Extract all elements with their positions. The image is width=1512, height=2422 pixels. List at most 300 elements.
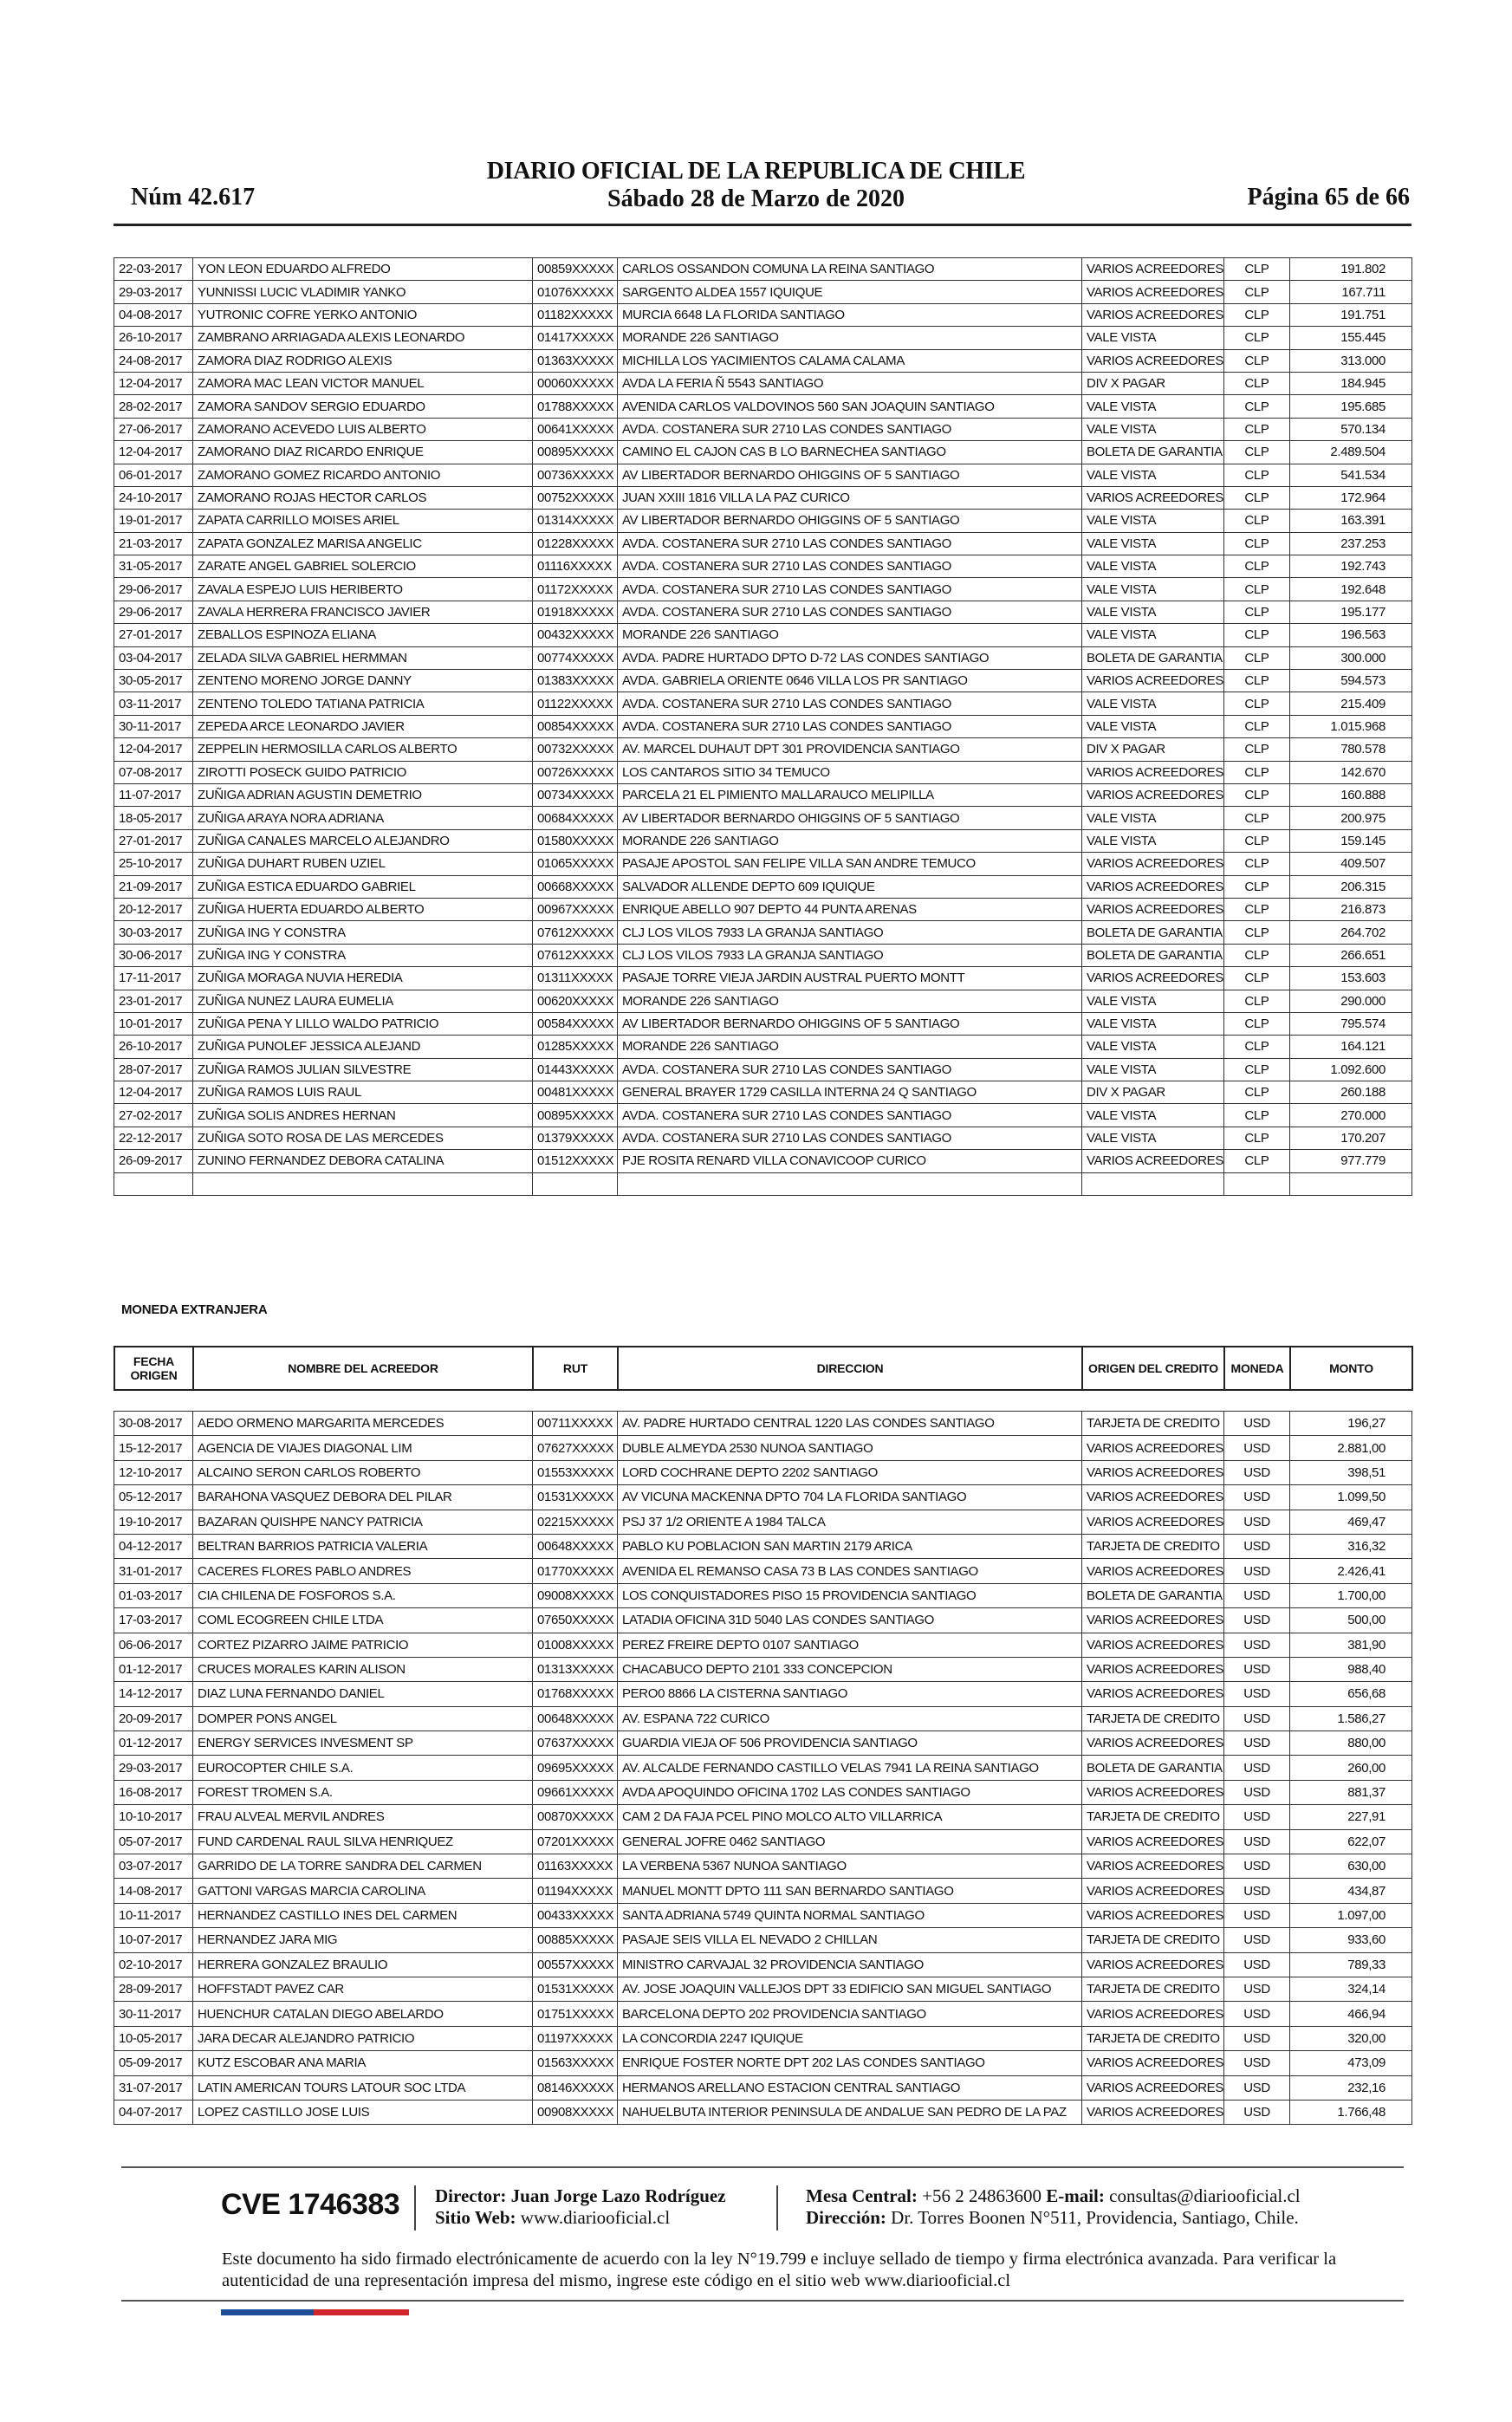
cell-address: AVDA. COSTANERA SUR 2710 LAS CONDES SANTIAGO — [618, 555, 1082, 578]
cell-amount: 500,00 — [1290, 1608, 1412, 1633]
table-row — [114, 944, 1412, 966]
cell-date: 30-05-2017 — [114, 670, 193, 692]
cell-address: PJE ROSITA RENARD VILLA CONAVICOOP CURICO — [618, 1150, 1082, 1172]
cell-date: 03-11-2017 — [114, 692, 193, 715]
clp-creditors-table — [114, 257, 1412, 1196]
cell-address: AVENIDA CARLOS VALDOVINOS 560 SAN JOAQUIN SANTIAGO — [618, 395, 1082, 418]
cell-currency: CLP — [1224, 807, 1290, 829]
cell-address: GUARDIA VIEJA OF 506 PROVIDENCIA SANTIAGO — [618, 1731, 1082, 1756]
cell-creditor-name: ZUÑIGA PUNOLEF JESSICA ALEJAND — [193, 1036, 533, 1058]
cell-address: AVDA. COSTANERA SUR 2710 LAS CONDES SANTIAGO — [618, 715, 1082, 737]
cell-creditor-name: HERNANDEZ CASTILLO INES DEL CARMEN — [193, 1903, 533, 1927]
table-row — [114, 395, 1412, 418]
cell-credit-origin: VARIOS ACREEDORES — [1082, 1559, 1224, 1583]
cell-amount: 160.888 — [1290, 783, 1412, 806]
cell-rut: 01768XXXXX — [533, 1682, 618, 1706]
cell-credit-origin: VARIOS ACREEDORES — [1082, 1510, 1224, 1534]
cell-rut: 01065XXXXX — [533, 853, 618, 875]
usd-creditors-table — [114, 1411, 1412, 2125]
cell-creditor-name: ZUÑIGA MORAGA NUVIA HEREDIA — [193, 967, 533, 990]
cell-credit-origin: VARIOS ACREEDORES — [1082, 1657, 1224, 1681]
cell-creditor-name: CORTEZ PIZARRO JAIME PATRICIO — [193, 1633, 533, 1657]
cell-date: 29-03-2017 — [114, 1756, 193, 1780]
cell-credit-origin: VARIOS ACREEDORES — [1082, 1150, 1224, 1172]
cell-currency: CLP — [1224, 761, 1290, 783]
cell-rut: 01076XXXXX — [533, 281, 618, 303]
cell-creditor-name: ZENTENO MORENO JORGE DANNY — [193, 670, 533, 692]
table-row — [114, 646, 1412, 669]
cell-date: 05-12-2017 — [114, 1485, 193, 1510]
cell-amount: 159.145 — [1290, 829, 1412, 852]
cell-rut: 07201XXXXX — [533, 1829, 618, 1854]
cell-address: PSJ 37 1/2 ORIENTE A 1984 TALCA — [618, 1510, 1082, 1534]
cell-address: PERO0 8866 LA CISTERNA SANTIAGO — [618, 1682, 1082, 1706]
cell-amount: 780.578 — [1290, 738, 1412, 761]
phone-label: Mesa Central: — [806, 2185, 918, 2206]
cell-amount: 260,00 — [1290, 1756, 1412, 1780]
cell-credit-origin: DIV X PAGAR — [1082, 1081, 1224, 1104]
cell-rut: 07612XXXXX — [533, 921, 618, 944]
cell-currency: USD — [1224, 1608, 1290, 1633]
cell-credit-origin: VARIOS ACREEDORES — [1082, 2075, 1224, 2100]
cell-creditor-name: GARRIDO DE LA TORRE SANDRA DEL CARMEN — [193, 1854, 533, 1879]
cell-credit-origin: VARIOS ACREEDORES — [1082, 486, 1224, 509]
cell-creditor-name: ZUÑIGA SOTO ROSA DE LAS MERCEDES — [193, 1127, 533, 1149]
cell-amount: 466,94 — [1290, 2002, 1412, 2026]
cell-currency: CLP — [1224, 1127, 1290, 1149]
cell-date: 19-10-2017 — [114, 1510, 193, 1534]
cell-currency: CLP — [1224, 624, 1290, 646]
page-number: Página 65 de 66 — [1247, 184, 1410, 211]
cell-currency: CLP — [1224, 372, 1290, 394]
table-row — [114, 692, 1412, 715]
cell-address: PEREZ FREIRE DEPTO 0107 SANTIAGO — [618, 1633, 1082, 1657]
table-row — [114, 1460, 1412, 1484]
cell-creditor-name: ZUÑIGA RAMOS LUIS RAUL — [193, 1081, 533, 1104]
cell-currency: CLP — [1224, 853, 1290, 875]
cell-amount: 1.015.968 — [1290, 715, 1412, 737]
cell-date: 28-02-2017 — [114, 395, 193, 418]
cell-credit-origin: VALE VISTA — [1082, 532, 1224, 555]
cell-address: BARCELONA DEPTO 202 PROVIDENCIA SANTIAGO — [618, 2002, 1082, 2026]
table-row — [114, 1657, 1412, 1681]
table-row — [114, 1058, 1412, 1081]
website-label: Sitio Web: — [435, 2207, 516, 2228]
cell-address: ENRIQUE ABELLO 907 DEPTO 44 PUNTA ARENAS — [618, 898, 1082, 920]
table-row — [114, 1081, 1412, 1104]
cell-rut: 02215XXXXX — [533, 1510, 618, 1534]
cell-credit-origin: DIV X PAGAR — [1082, 738, 1224, 761]
cell-amount: 881,37 — [1290, 1780, 1412, 1804]
table-row — [114, 486, 1412, 509]
cell-address: CLJ LOS VILOS 7933 LA GRANJA SANTIAGO — [618, 944, 1082, 966]
cell-creditor-name: ZAVALA ESPEJO LUIS HERIBERTO — [193, 578, 533, 601]
cell-creditor-name: ZAMORANO ACEVEDO LUIS ALBERTO — [193, 418, 533, 440]
cell-amount: 594.573 — [1290, 670, 1412, 692]
table-row — [114, 1127, 1412, 1149]
cell-address: CAMINO EL CAJON CAS B LO BARNECHEA SANTIAGO — [618, 441, 1082, 464]
cell-creditor-name: BELTRAN BARRIOS PATRICIA VALERIA — [193, 1534, 533, 1558]
issue-date: Sábado 28 de Marzo de 2020 — [607, 185, 905, 212]
cell-credit-origin: VARIOS ACREEDORES — [1082, 1485, 1224, 1510]
cell-credit-origin: TARJETA DE CREDITO — [1082, 2026, 1224, 2050]
cell-credit-origin: BOLETA DE GARANTIA — [1082, 1756, 1224, 1780]
cell-amount: 880,00 — [1290, 1731, 1412, 1756]
cell-address: AVDA. COSTANERA SUR 2710 LAS CONDES SANTIAGO — [618, 1058, 1082, 1081]
cell-creditor-name: ZAMORANO DIAZ RICARDO ENRIQUE — [193, 441, 533, 464]
cell-creditor-name: ZUÑIGA NUNEZ LAURA EUMELIA — [193, 990, 533, 1012]
cell-address: AV LIBERTADOR BERNARDO OHIGGINS OF 5 SANTIAGO — [618, 464, 1082, 486]
cell-date: 19-01-2017 — [114, 510, 193, 532]
cell-creditor-name: ZAMORA SANDOV SERGIO EDUARDO — [193, 395, 533, 418]
cell-address: AV. ESPANA 722 CURICO — [618, 1706, 1082, 1730]
cell-rut: 00752XXXXX — [533, 486, 618, 509]
cell-address: LOS CANTAROS SITIO 34 TEMUCO — [618, 761, 1082, 783]
cell-amount: 2.881,00 — [1290, 1436, 1412, 1460]
cell-creditor-name: CRUCES MORALES KARIN ALISON — [193, 1657, 533, 1681]
table-row — [114, 1559, 1412, 1583]
cell-creditor-name: ZARATE ANGEL GABRIEL SOLERCIO — [193, 555, 533, 578]
cell-credit-origin: VALE VISTA — [1082, 1036, 1224, 1058]
cell-credit-origin: VALE VISTA — [1082, 510, 1224, 532]
cell-amount: 195.685 — [1290, 395, 1412, 418]
cell-rut: 00870XXXXX — [533, 1805, 618, 1829]
website-link[interactable]: www.diariooficial.cl — [520, 2207, 671, 2228]
cell-date: 12-04-2017 — [114, 1081, 193, 1104]
cell-currency: CLP — [1224, 829, 1290, 852]
table-row — [114, 1706, 1412, 1730]
cell-date: 21-03-2017 — [114, 532, 193, 555]
cell-currency: USD — [1224, 2051, 1290, 2075]
cell-currency: CLP — [1224, 1058, 1290, 1081]
cell-rut: 01379XXXXX — [533, 1127, 618, 1149]
cell-currency: CLP — [1224, 670, 1290, 692]
cell-date: 05-09-2017 — [114, 2051, 193, 2075]
cell-address: MORANDE 226 SANTIAGO — [618, 1036, 1082, 1058]
cell-rut: 01751XXXXX — [533, 2002, 618, 2026]
cell-credit-origin: VALE VISTA — [1082, 464, 1224, 486]
cell-currency: USD — [1224, 1534, 1290, 1558]
cell-rut: 01531XXXXX — [533, 1485, 618, 1510]
cell-currency: USD — [1224, 1633, 1290, 1657]
cell-credit-origin: VARIOS ACREEDORES — [1082, 967, 1224, 990]
table-row — [114, 2002, 1412, 2026]
cell-rut: 07650XXXXX — [533, 1608, 618, 1633]
footer-separator — [414, 2185, 416, 2230]
table-row — [114, 258, 1412, 281]
cell-creditor-name: BAZARAN QUISHPE NANCY PATRICIA — [193, 1510, 533, 1534]
cell-currency: USD — [1224, 1559, 1290, 1583]
cell-currency: USD — [1224, 1952, 1290, 1977]
cell-currency: USD — [1224, 1854, 1290, 1879]
cell-address: MORANDE 226 SANTIAGO — [618, 829, 1082, 852]
cell-rut: 01512XXXXX — [533, 1150, 618, 1172]
cell-date: 05-07-2017 — [114, 1829, 193, 1854]
cell-rut: 01363XXXXX — [533, 349, 618, 372]
cell-address: LOS CONQUISTADORES PISO 15 PROVIDENCIA SANTIAGO — [618, 1583, 1082, 1607]
fx-table-header — [114, 1346, 1413, 1391]
cell-address: AVDA. COSTANERA SUR 2710 LAS CONDES SANTIAGO — [618, 692, 1082, 715]
cell-credit-origin: VARIOS ACREEDORES — [1082, 303, 1224, 326]
cell-currency: USD — [1224, 1977, 1290, 2001]
cell-creditor-name: ZUÑIGA RAMOS JULIAN SILVESTRE — [193, 1058, 533, 1081]
cell-creditor-name: FUND CARDENAL RAUL SILVA HENRIQUEZ — [193, 1829, 533, 1854]
cell-credit-origin: BOLETA DE GARANTIA — [1082, 646, 1224, 669]
cell-address: AV VICUNA MACKENNA DPTO 704 LA FLORIDA SANTIAGO — [618, 1485, 1082, 1510]
cell-date: 10-10-2017 — [114, 1805, 193, 1829]
table-row — [114, 967, 1412, 990]
cell-address: AVDA. COSTANERA SUR 2710 LAS CONDES SANTIAGO — [618, 1104, 1082, 1127]
cell-address: CLJ LOS VILOS 7933 LA GRANJA SANTIAGO — [618, 921, 1082, 944]
cell-currency: CLP — [1224, 1012, 1290, 1035]
cell-date: 04-07-2017 — [114, 2100, 193, 2124]
cell-currency: USD — [1224, 1756, 1290, 1780]
cell-rut: 01182XXXXX — [533, 303, 618, 326]
cell-currency: USD — [1224, 1928, 1290, 1952]
table-row — [114, 1485, 1412, 1510]
cell-address: GENERAL BRAYER 1729 CASILLA INTERNA 24 Q SANTIAGO — [618, 1081, 1082, 1104]
cell-currency: CLP — [1224, 738, 1290, 761]
phone-number: +56 2 24863600 — [922, 2185, 1042, 2206]
cell-date: 30-11-2017 — [114, 2002, 193, 2026]
cell-rut: 01228XXXXX — [533, 532, 618, 555]
cell-credit-origin: VALE VISTA — [1082, 807, 1224, 829]
cell-credit-origin: VALE VISTA — [1082, 1058, 1224, 1081]
cell-rut: 01417XXXXX — [533, 327, 618, 349]
table-row — [114, 1412, 1412, 1436]
cell-date: 27-01-2017 — [114, 624, 193, 646]
cell-credit-origin — [1082, 1172, 1224, 1195]
cell-creditor-name: ZUÑIGA SOLIS ANDRES HERNAN — [193, 1104, 533, 1127]
cell-amount: 409.507 — [1290, 853, 1412, 875]
cell-address — [618, 1172, 1082, 1195]
flag-stripe-red — [314, 2309, 409, 2315]
cell-credit-origin: VALE VISTA — [1082, 1104, 1224, 1127]
table-row — [114, 1172, 1412, 1195]
cell-date: 29-06-2017 — [114, 578, 193, 601]
cell-address: SARGENTO ALDEA 1557 IQUIQUE — [618, 281, 1082, 303]
cell-rut: 00432XXXXX — [533, 624, 618, 646]
cell-rut: 01194XXXXX — [533, 1879, 618, 1903]
cell-amount: 656,68 — [1290, 1682, 1412, 1706]
cell-address: AV LIBERTADOR BERNARDO OHIGGINS OF 5 SANTIAGO — [618, 807, 1082, 829]
cell-creditor-name: FOREST TROMEN S.A. — [193, 1780, 533, 1804]
cell-address: MORANDE 226 SANTIAGO — [618, 990, 1082, 1012]
cell-address: MINISTRO CARVAJAL 32 PROVIDENCIA SANTIAGO — [618, 1952, 1082, 1977]
cell-currency: USD — [1224, 1903, 1290, 1927]
column-header-fecha: FECHA ORIGEN — [114, 1347, 193, 1390]
cell-rut: 00584XXXXX — [533, 1012, 618, 1035]
cell-credit-origin: VARIOS ACREEDORES — [1082, 2051, 1224, 2075]
cell-amount: 300.000 — [1290, 646, 1412, 669]
cell-address: AVDA. COSTANERA SUR 2710 LAS CONDES SANTIAGO — [618, 532, 1082, 555]
cell-currency: USD — [1224, 1436, 1290, 1460]
director-label: Director: — [435, 2185, 507, 2206]
cell-date: 04-08-2017 — [114, 303, 193, 326]
cell-rut: 00895XXXXX — [533, 441, 618, 464]
cell-currency: USD — [1224, 2075, 1290, 2100]
cell-currency: USD — [1224, 2002, 1290, 2026]
address-value: Dr. Torres Boonen N°511, Providencia, Santiago, Chile. — [891, 2207, 1299, 2228]
cell-creditor-name: CACERES FLORES PABLO ANDRES — [193, 1559, 533, 1583]
cell-credit-origin: TARJETA DE CREDITO — [1082, 1534, 1224, 1558]
cell-amount: 195.177 — [1290, 601, 1412, 623]
cell-creditor-name: ZEPPELIN HERMOSILLA CARLOS ALBERTO — [193, 738, 533, 761]
cell-currency: CLP — [1224, 783, 1290, 806]
cell-rut: 07612XXXXX — [533, 944, 618, 966]
cell-amount: 473,09 — [1290, 2051, 1412, 2075]
cell-creditor-name: ZENTENO TOLEDO TATIANA PATRICIA — [193, 692, 533, 715]
cell-address: CAM 2 DA FAJA PCEL PINO MOLCO ALTO VILLARRICA — [618, 1805, 1082, 1829]
cell-address: AV. MARCEL DUHAUT DPT 301 PROVIDENCIA SANTIAGO — [618, 738, 1082, 761]
cell-amount: 1.766,48 — [1290, 2100, 1412, 2124]
cell-currency: USD — [1224, 1879, 1290, 1903]
cell-amount: 191.751 — [1290, 303, 1412, 326]
cell-rut: 09695XXXXX — [533, 1756, 618, 1780]
table-row — [114, 761, 1412, 783]
cell-date: 10-05-2017 — [114, 2026, 193, 2050]
table-row — [114, 2026, 1412, 2050]
cell-currency: CLP — [1224, 1104, 1290, 1127]
cell-rut: 07637XXXXX — [533, 1731, 618, 1756]
table-row — [114, 921, 1412, 944]
cell-amount: 163.391 — [1290, 510, 1412, 532]
cell-credit-origin: VARIOS ACREEDORES — [1082, 2100, 1224, 2124]
table-row — [114, 1534, 1412, 1558]
cell-rut: 00711XXXXX — [533, 1412, 618, 1436]
cell-address: AVDA. COSTANERA SUR 2710 LAS CONDES SANTIAGO — [618, 1127, 1082, 1149]
cell-amount: 630,00 — [1290, 1854, 1412, 1879]
cell-date: 16-08-2017 — [114, 1780, 193, 1804]
cell-address: DUBLE ALMEYDA 2530 NUNOA SANTIAGO — [618, 1436, 1082, 1460]
cell-amount: 192.648 — [1290, 578, 1412, 601]
cell-date: 29-03-2017 — [114, 281, 193, 303]
cell-address: PARCELA 21 EL PIMIENTO MALLARAUCO MELIPILLA — [618, 783, 1082, 806]
cell-amount: 1.097,00 — [1290, 1903, 1412, 1927]
table-row — [114, 990, 1412, 1012]
table-row — [114, 1608, 1412, 1633]
cell-rut: 00908XXXXX — [533, 2100, 618, 2124]
cell-rut: 00732XXXXX — [533, 738, 618, 761]
email-link[interactable]: consultas@diariooficial.cl — [1109, 2185, 1301, 2206]
cell-amount: 316,32 — [1290, 1534, 1412, 1558]
cell-currency: CLP — [1224, 1036, 1290, 1058]
cell-rut: 01008XXXXX — [533, 1633, 618, 1657]
cell-currency: USD — [1224, 1829, 1290, 1854]
cell-creditor-name: AEDO ORMENO MARGARITA MERCEDES — [193, 1412, 533, 1436]
cell-address: AVDA. COSTANERA SUR 2710 LAS CONDES SANTIAGO — [618, 418, 1082, 440]
cell-rut: 01788XXXXX — [533, 395, 618, 418]
cell-currency: USD — [1224, 1682, 1290, 1706]
cell-rut: 01580XXXXX — [533, 829, 618, 852]
cell-credit-origin: VALE VISTA — [1082, 418, 1224, 440]
cell-address: NAHUELBUTA INTERIOR PENINSULA DE ANDALUE SAN PEDRO DE LA PAZ — [618, 2100, 1082, 2124]
cell-credit-origin: VARIOS ACREEDORES — [1082, 853, 1224, 875]
cell-rut: 09661XXXXX — [533, 1780, 618, 1804]
cell-amount: 215.409 — [1290, 692, 1412, 715]
cell-address: AV. PADRE HURTADO CENTRAL 1220 LAS CONDES SANTIAGO — [618, 1412, 1082, 1436]
table-row — [114, 898, 1412, 920]
table-row — [114, 1829, 1412, 1854]
cell-credit-origin: BOLETA DE GARANTIA — [1082, 944, 1224, 966]
cell-creditor-name: DOMPER PONS ANGEL — [193, 1706, 533, 1730]
cell-rut: 01163XXXXX — [533, 1854, 618, 1879]
cell-credit-origin: VARIOS ACREEDORES — [1082, 281, 1224, 303]
cell-date: 29-06-2017 — [114, 601, 193, 623]
cell-date: 04-12-2017 — [114, 1534, 193, 1558]
cell-rut: 00895XXXXX — [533, 1104, 618, 1127]
cell-creditor-name: ZUÑIGA ING Y CONSTRA — [193, 944, 533, 966]
cell-currency: CLP — [1224, 1081, 1290, 1104]
cell-creditor-name: EUROCOPTER CHILE S.A. — [193, 1756, 533, 1780]
cell-amount: 324,14 — [1290, 1977, 1412, 2001]
cell-creditor-name: YUTRONIC COFRE YERKO ANTONIO — [193, 303, 533, 326]
cell-rut: 00433XXXXX — [533, 1903, 618, 1927]
cell-currency: USD — [1224, 1780, 1290, 1804]
cell-creditor-name: ZIROTTI POSECK GUIDO PATRICIO — [193, 761, 533, 783]
cell-address: MICHILLA LOS YACIMIENTOS CALAMA CALAMA — [618, 349, 1082, 372]
cell-currency: CLP — [1224, 715, 1290, 737]
header-divider — [114, 224, 1411, 226]
footer-separator — [776, 2185, 778, 2230]
cell-date: 06-01-2017 — [114, 464, 193, 486]
cell-credit-origin: VARIOS ACREEDORES — [1082, 1460, 1224, 1484]
cell-amount: 196,27 — [1290, 1412, 1412, 1436]
cell-date: 17-11-2017 — [114, 967, 193, 990]
cell-date: 10-11-2017 — [114, 1903, 193, 1927]
cell-rut: 00859XXXXX — [533, 258, 618, 281]
cell-creditor-name: KUTZ ESCOBAR ANA MARIA — [193, 2051, 533, 2075]
cell-credit-origin: VALE VISTA — [1082, 692, 1224, 715]
cell-rut: 01313XXXXX — [533, 1657, 618, 1681]
cell-address: AVDA. PADRE HURTADO DPTO D-72 LAS CONDES SANTIAGO — [618, 646, 1082, 669]
cell-currency: CLP — [1224, 418, 1290, 440]
cell-rut: 00885XXXXX — [533, 1928, 618, 1952]
cell-amount: 142.670 — [1290, 761, 1412, 783]
cell-currency: CLP — [1224, 555, 1290, 578]
cell-amount: 570.134 — [1290, 418, 1412, 440]
cell-credit-origin: VALE VISTA — [1082, 327, 1224, 349]
cell-rut: 00641XXXXX — [533, 418, 618, 440]
table-row — [114, 510, 1412, 532]
table-row — [114, 2075, 1412, 2100]
cell-credit-origin: BOLETA DE GARANTIA — [1082, 1583, 1224, 1607]
cell-address: HERMANOS ARELLANO ESTACION CENTRAL SANTIAGO — [618, 2075, 1082, 2100]
footer-website — [435, 2207, 670, 2229]
cell-amount: 933,60 — [1290, 1928, 1412, 1952]
cell-credit-origin: VARIOS ACREEDORES — [1082, 1731, 1224, 1756]
table-row — [114, 601, 1412, 623]
cell-amount: 2.426,41 — [1290, 1559, 1412, 1583]
cell-rut: 00620XXXXX — [533, 990, 618, 1012]
cell-currency: CLP — [1224, 281, 1290, 303]
cell-amount: 1.092.600 — [1290, 1058, 1412, 1081]
cell-credit-origin: VALE VISTA — [1082, 578, 1224, 601]
cell-credit-origin: VARIOS ACREEDORES — [1082, 1608, 1224, 1633]
footer-director — [435, 2185, 726, 2207]
cell-date: 30-08-2017 — [114, 1412, 193, 1436]
cell-address: LATADIA OFICINA 31D 5040 LAS CONDES SANTIAGO — [618, 1608, 1082, 1633]
table-row — [114, 1952, 1412, 1977]
table-row — [114, 281, 1412, 303]
cell-currency: CLP — [1224, 464, 1290, 486]
cell-amount: 206.315 — [1290, 875, 1412, 898]
cell-creditor-name: ZUÑIGA ARAYA NORA ADRIANA — [193, 807, 533, 829]
section-label-foreign-currency: MONEDA EXTRANJERA — [121, 1302, 268, 1317]
cell-currency: CLP — [1224, 327, 1290, 349]
cell-credit-origin: VALE VISTA — [1082, 555, 1224, 578]
column-header-direccion: DIRECCION — [618, 1347, 1082, 1390]
